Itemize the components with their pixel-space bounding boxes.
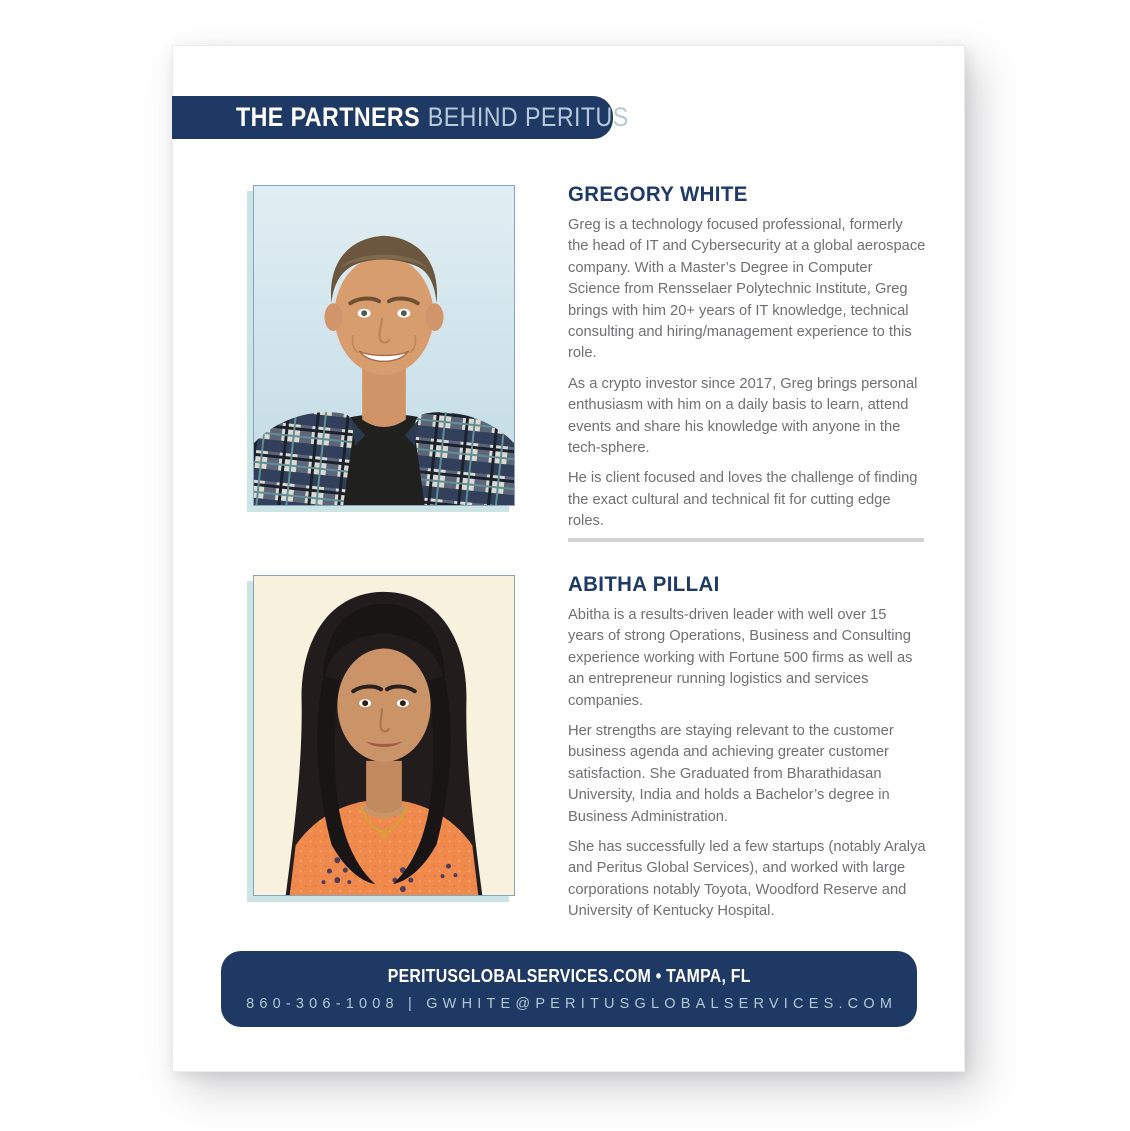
bio-paragraph: As a crypto investor since 2017, Greg brings personal enthusiasm with him on a daily basis to learn, attend events and share his knowledge with anyone in the tech-sphere. xyxy=(568,375,918,457)
page-title-light: BEHIND PERITUS xyxy=(427,102,629,132)
portrait-photo-gregory-white xyxy=(253,185,515,506)
bio-paragraph: She has successfully led a few startups (notably Aralya and Peritus Global Services), and worked with large corporations notably Toyota, Woodford Reserve and University of Kentucky Hospital. xyxy=(568,839,926,920)
portrait-illustration-gregory xyxy=(254,186,514,505)
phone-and-email: 860-306-1008 | GWHITE@PERITUSGLOBALSERVICES.COM xyxy=(246,996,898,1012)
bio-paragraph: He is client focused and loves the challenge of finding the exact cultural and technical fit for cutting edge roles. xyxy=(568,470,918,530)
bio-abitha-pillai xyxy=(568,572,926,932)
partner-name-gregory-white: GREGORY WHITE xyxy=(568,182,748,206)
page-title-banner xyxy=(172,96,629,139)
bio-paragraph: Her strengths are staying relevant to the customer business agenda and achieving greater customer satisfaction. She Graduated from Bharathidasan University, India and holds a Bachelor’s degree in Business Administration. xyxy=(568,723,894,825)
page-title xyxy=(236,102,629,133)
page-title-bold: THE PARTNERS xyxy=(236,102,421,132)
bio-paragraph: Greg is a technology focused professional, formerly the head of IT and Cybersecurity at a global aerospace company. With a Master’s Degree in Computer Science from Rensselaer Polytechnic Institute, Greg brings with him 20+ years of IT knowledge, technical consulting and hiring/management experience to this role. xyxy=(568,217,926,362)
website-and-location: PERITUSGLOBALSERVICES.COM • TAMPA, FL xyxy=(387,966,751,986)
portrait-photo-abitha-pillai xyxy=(253,575,515,896)
portrait-illustration-abitha xyxy=(254,576,514,895)
bio-paragraph: Abitha is a results-driven leader with well over 15 years of strong Operations, Business and Consulting experience working with Fortune 500 firms as well as an entrepreneur running logistics and services companies. xyxy=(568,607,913,709)
bio-gregory-white xyxy=(568,182,926,542)
photo-block-gregory-white xyxy=(247,185,515,514)
partner-name-abitha-pillai: ABITHA PILLAI xyxy=(568,572,720,596)
flyer-page xyxy=(172,45,965,1072)
section-divider xyxy=(568,538,924,542)
photo-block-abitha-pillai xyxy=(247,575,515,904)
contact-footer-bar xyxy=(221,951,917,1027)
